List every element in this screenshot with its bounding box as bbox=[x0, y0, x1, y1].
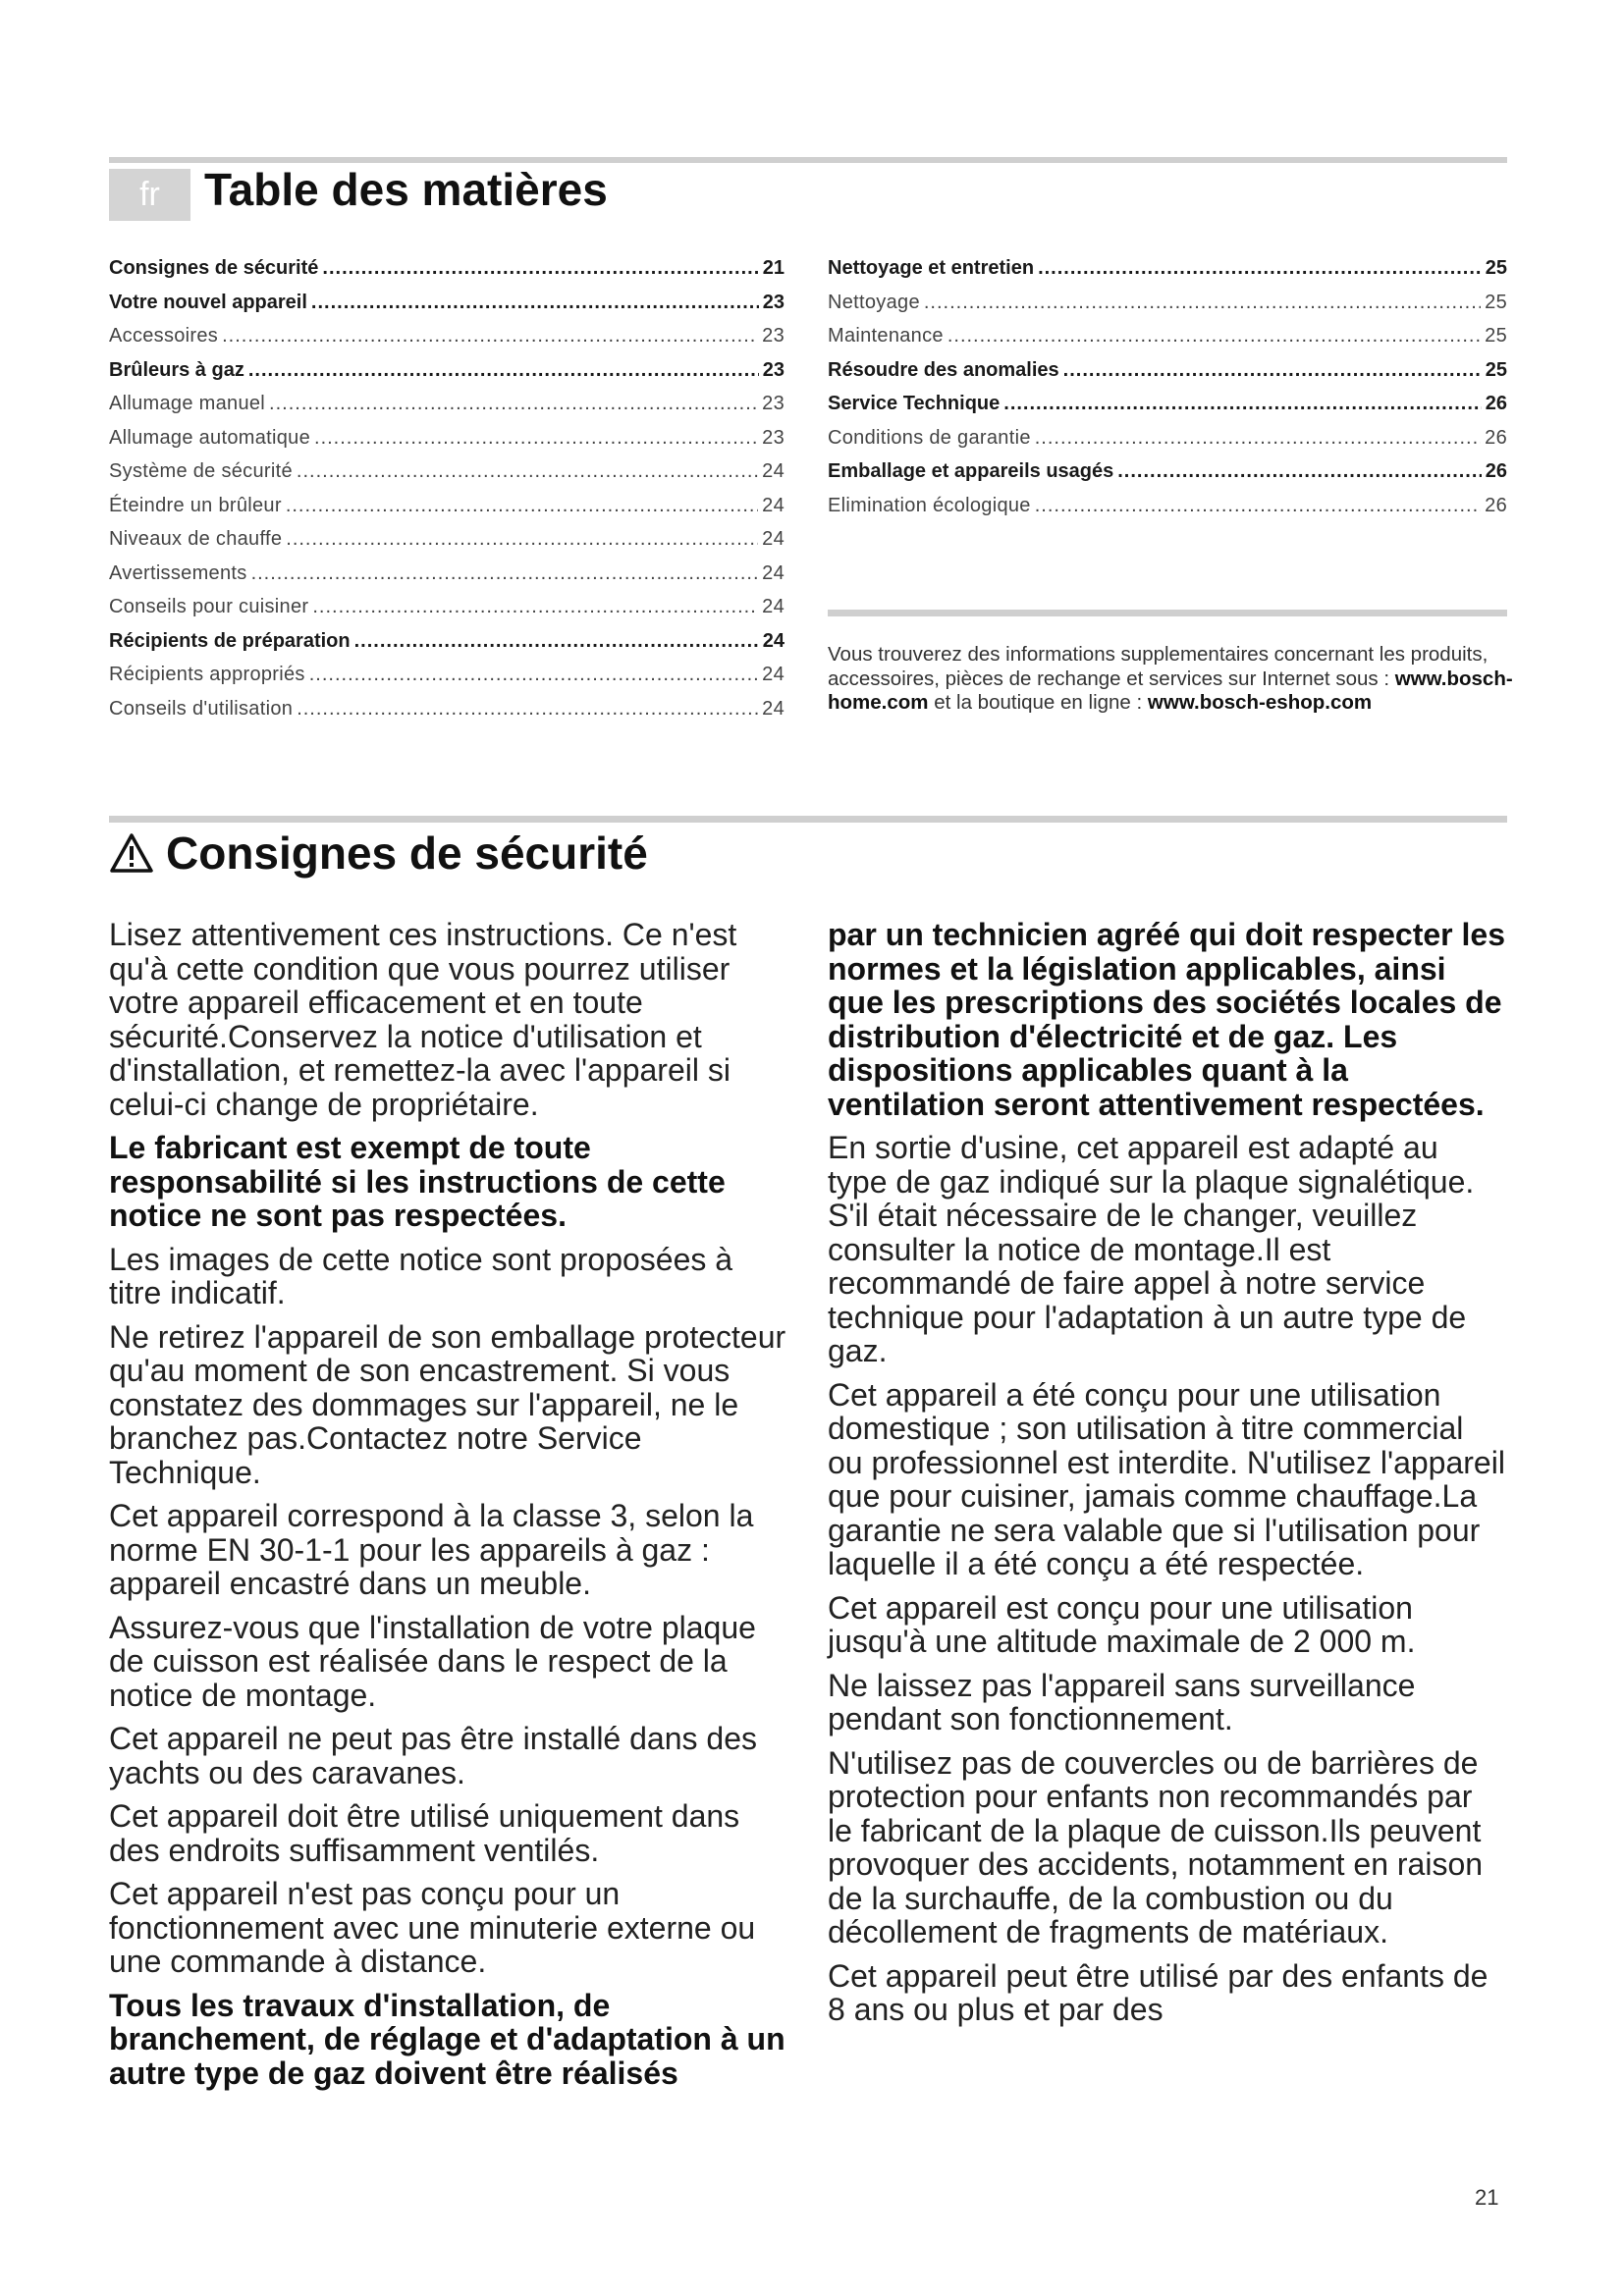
toc-entry-label: Elimination écologique bbox=[828, 494, 1031, 516]
safety-title: Consignes de sécurité bbox=[166, 828, 648, 879]
page-number: 21 bbox=[1475, 2185, 1499, 2210]
toc-entry[interactable] bbox=[109, 596, 785, 630]
toc-entry-label: Nettoyage et entretien bbox=[828, 257, 1035, 279]
toc-entry[interactable] bbox=[109, 292, 785, 326]
toc-dot-leader bbox=[312, 596, 758, 618]
paragraph: Ne retirez l'appareil de son emballage protecteur qu'au moment de son encastrement. Si vous constatez des dommages sur l'appareil, ne le branchez pas.Contactez notre Service Technique. bbox=[109, 1318, 786, 1490]
toc-entry-label: Résoudre des anomalies bbox=[828, 358, 1059, 381]
info-paragraph bbox=[828, 643, 1515, 716]
toc-entry-page: 24 bbox=[762, 528, 785, 550]
safety-heading bbox=[109, 827, 648, 880]
toc-entry[interactable] bbox=[109, 528, 785, 562]
toc-entry[interactable] bbox=[828, 495, 1507, 529]
toc-dot-leader bbox=[924, 292, 1481, 314]
toc-entry-page: 26 bbox=[1485, 426, 1507, 449]
toc-entry-page: 23 bbox=[762, 358, 785, 381]
toc-entry-label: Récipients de préparation bbox=[109, 629, 351, 652]
toc-entry[interactable] bbox=[828, 359, 1507, 394]
paragraph: Les images de cette notice sont proposées à titre indicatif. bbox=[109, 1241, 733, 1310]
toc-title: Table des matières bbox=[204, 164, 608, 215]
toc-entry-label: Conseils pour cuisiner bbox=[109, 596, 309, 617]
toc-dot-leader bbox=[309, 664, 758, 686]
toc-entry-label: Récipients appropriés bbox=[109, 664, 305, 685]
toc-entry-label: Avertissements bbox=[109, 561, 247, 584]
toc-dot-leader bbox=[311, 292, 759, 314]
toc-entry-page: 23 bbox=[762, 393, 785, 414]
toc-entry-label: Emballage et appareils usagés bbox=[828, 460, 1114, 482]
toc-entry-label: Niveaux de chauffe bbox=[109, 528, 283, 550]
toc-entry[interactable] bbox=[109, 664, 785, 698]
toc-entry-page: 25 bbox=[1485, 291, 1507, 313]
bold-paragraph: par un technicien agréé qui doit respecter les normes et la législation applicables, ainsi que les prescriptions des sociétés locales de distribution d'électricité et de gaz. Les dispositions applicables quant à la ventilation seront attentivement respectées. bbox=[828, 917, 1505, 1122]
toc-entry-label: Maintenance bbox=[828, 325, 944, 347]
toc-dot-leader bbox=[1063, 359, 1482, 382]
toc-entry[interactable] bbox=[828, 292, 1507, 326]
toc-dot-leader bbox=[1038, 257, 1482, 280]
bold-paragraph: Tous les travaux d'installation, de branchement, de réglage et d'adaptation à un autre type de gaz doivent être réalisés bbox=[109, 1987, 785, 2091]
toc-entry[interactable] bbox=[109, 427, 785, 461]
toc-entry-page: 25 bbox=[1485, 325, 1507, 347]
toc-entry-page: 24 bbox=[762, 460, 785, 482]
toc-entry[interactable] bbox=[109, 257, 785, 292]
toc-entry[interactable] bbox=[828, 427, 1507, 461]
toc-dot-leader bbox=[248, 359, 759, 382]
toc-entry[interactable] bbox=[828, 257, 1507, 292]
toc-entry-page: 25 bbox=[1485, 257, 1507, 279]
toc-entry[interactable] bbox=[109, 630, 785, 665]
toc-entry-label: Conditions de garantie bbox=[828, 426, 1031, 449]
toc-entry-label: Brûleurs à gaz bbox=[109, 358, 244, 381]
toc-entry-label: Allumage automatique bbox=[109, 426, 311, 449]
toc-dot-leader bbox=[1003, 393, 1481, 415]
toc-dot-leader bbox=[297, 460, 758, 483]
toc-entry-label: Système de sécurité bbox=[109, 460, 293, 482]
toc-entry-label: Allumage manuel bbox=[109, 393, 266, 414]
toc-entry-page: 25 bbox=[1485, 358, 1507, 381]
warning-triangle-icon bbox=[109, 832, 154, 874]
paragraph: Ne laissez pas l'appareil sans surveillance pendant son fonctionnement. bbox=[828, 1667, 1416, 1736]
toc-entry[interactable] bbox=[109, 325, 785, 359]
toc-entry-page: 26 bbox=[1485, 494, 1507, 516]
toc-entry[interactable] bbox=[828, 325, 1507, 359]
paragraph: Cet appareil a été conçu pour une utilisation domestique ; son utilisation à titre commercial ou professionnel est interdite. N'utilisez l'appareil que pour cuisiner, jamais comme chauffage.La garantie ne sera valable que si l'utilisation pour laquelle il a été conçu a été respectée. bbox=[828, 1376, 1505, 1581]
toc-dot-leader bbox=[297, 698, 758, 721]
toc-entry[interactable] bbox=[109, 562, 785, 597]
info-text-1: Vous trouverez des informations supplementaires concernant les produits, accessoires, pièces de rechange et services sur Internet sous : bbox=[828, 643, 1489, 690]
toc-dot-leader bbox=[286, 495, 758, 517]
safety-right-column bbox=[828, 918, 1505, 2037]
toc-dot-leader bbox=[1035, 495, 1481, 517]
paragraph: Assurez-vous que l'installation de votre plaque de cuisson est réalisée dans le respect de la notice de montage. bbox=[109, 1609, 756, 1713]
toc-dot-leader bbox=[1035, 427, 1481, 450]
paragraph: Cet appareil n'est pas conçu pour un fonctionnement avec une minuterie externe ou une commande à distance. bbox=[109, 1876, 756, 1979]
toc-entry[interactable] bbox=[109, 698, 785, 732]
info-text-2: et la boutique en ligne : bbox=[928, 691, 1148, 714]
paragraph: N'utilisez pas de couvercles ou de barrières de protection pour enfants non recommandés par le fabricant de la plaque de cuisson.Ils peuvent provoquer des accidents, notamment en raison de la surchauffe, de la combustion ou du décollement de fragments de matériaux. bbox=[828, 1744, 1484, 1949]
toc-entry[interactable] bbox=[109, 393, 785, 427]
toc-entry-page: 26 bbox=[1485, 393, 1507, 414]
toc-entry-page: 26 bbox=[1485, 460, 1507, 482]
toc-entry[interactable] bbox=[828, 393, 1507, 427]
toc-entry-label: Consignes de sécurité bbox=[109, 257, 319, 279]
toc-dot-leader bbox=[222, 325, 758, 347]
toc-dot-leader bbox=[354, 630, 759, 653]
toc-dot-leader bbox=[269, 393, 758, 415]
toc-entry-page: 24 bbox=[762, 596, 785, 617]
toc-entry-label: Service Technique bbox=[828, 393, 1001, 414]
toc-dot-leader bbox=[947, 325, 1481, 347]
paragraph: Cet appareil est conçu pour une utilisation jusqu'à une altitude maximale de 2 000 m. bbox=[828, 1589, 1416, 1659]
toc-entry[interactable] bbox=[109, 359, 785, 394]
toc-entry-page: 24 bbox=[762, 697, 785, 720]
toc-entry[interactable] bbox=[828, 460, 1507, 495]
toc-entry-page: 23 bbox=[762, 426, 785, 449]
bold-paragraph: Le fabricant est exempt de toute responsabilité si les instructions de cette notice ne sont pas respectées. bbox=[109, 1130, 726, 1233]
toc-entry[interactable] bbox=[109, 460, 785, 495]
toc-entry-page: 24 bbox=[762, 561, 785, 584]
paragraph: Cet appareil peut être utilisé par des enfants de 8 ans ou plus et par des bbox=[828, 1957, 1489, 2027]
toc-entry-page: 21 bbox=[762, 257, 785, 279]
paragraph: Cet appareil ne peut pas être installé dans des yachts ou des caravanes. bbox=[109, 1721, 757, 1790]
toc-entry[interactable] bbox=[109, 495, 785, 529]
toc-dot-leader bbox=[251, 562, 759, 585]
toc-entry-label: Accessoires bbox=[109, 325, 219, 347]
bosch-home-link[interactable]: www.bosch-home.com bbox=[828, 667, 1513, 714]
toc-entry-label: Votre nouvel appareil bbox=[109, 291, 307, 313]
info-rule bbox=[828, 610, 1507, 616]
toc-entry-label: Éteindre un brûleur bbox=[109, 494, 282, 516]
section-rule bbox=[109, 816, 1507, 823]
language-badge: fr bbox=[109, 169, 190, 221]
toc-entry-page: 24 bbox=[762, 629, 785, 652]
toc-dot-leader bbox=[286, 528, 758, 551]
bosch-eshop-link[interactable]: www.bosch-eshop.com bbox=[1147, 691, 1373, 714]
paragraph: Cet appareil correspond à la classe 3, selon la norme EN 30-1-1 pour les appareils à gaz : appareil encastré dans un meuble. bbox=[109, 1498, 754, 1601]
paragraph: Cet appareil doit être utilisé uniquement dans des endroits suffisamment ventilés. bbox=[109, 1798, 740, 1868]
paragraph: En sortie d'usine, cet appareil est adapté au type de gaz indiqué sur la plaque signalétique. S'il était nécessaire de le changer, veuillez consulter la notice de montage.Il est recommandé de faire appel à notre service technique pour l'adaptation à un autre type de gaz. bbox=[828, 1130, 1475, 1368]
toc-entry-label: Conseils d'utilisation bbox=[109, 697, 294, 720]
paragraph: Lisez attentivement ces instructions. Ce n'est qu'à cette condition que vous pourrez utiliser votre appareil efficacement et en toute sécurité.Conservez la notice d'utilisation et d'installation, et remettez-la avec l'appareil si celui-ci change de propriétaire. bbox=[109, 917, 737, 1122]
toc-dot-leader bbox=[322, 257, 758, 280]
toc-entry-page: 23 bbox=[762, 325, 785, 347]
toc-entry-page: 23 bbox=[762, 291, 785, 313]
toc-entry-label: Nettoyage bbox=[828, 291, 920, 313]
toc-right-column bbox=[828, 257, 1507, 528]
safety-left-column bbox=[109, 918, 786, 2100]
toc-entry-page: 24 bbox=[762, 664, 785, 685]
toc-dot-leader bbox=[1117, 460, 1482, 483]
toc-dot-leader bbox=[314, 427, 758, 450]
toc-left-column bbox=[109, 257, 785, 731]
toc-entry-page: 24 bbox=[762, 494, 785, 516]
